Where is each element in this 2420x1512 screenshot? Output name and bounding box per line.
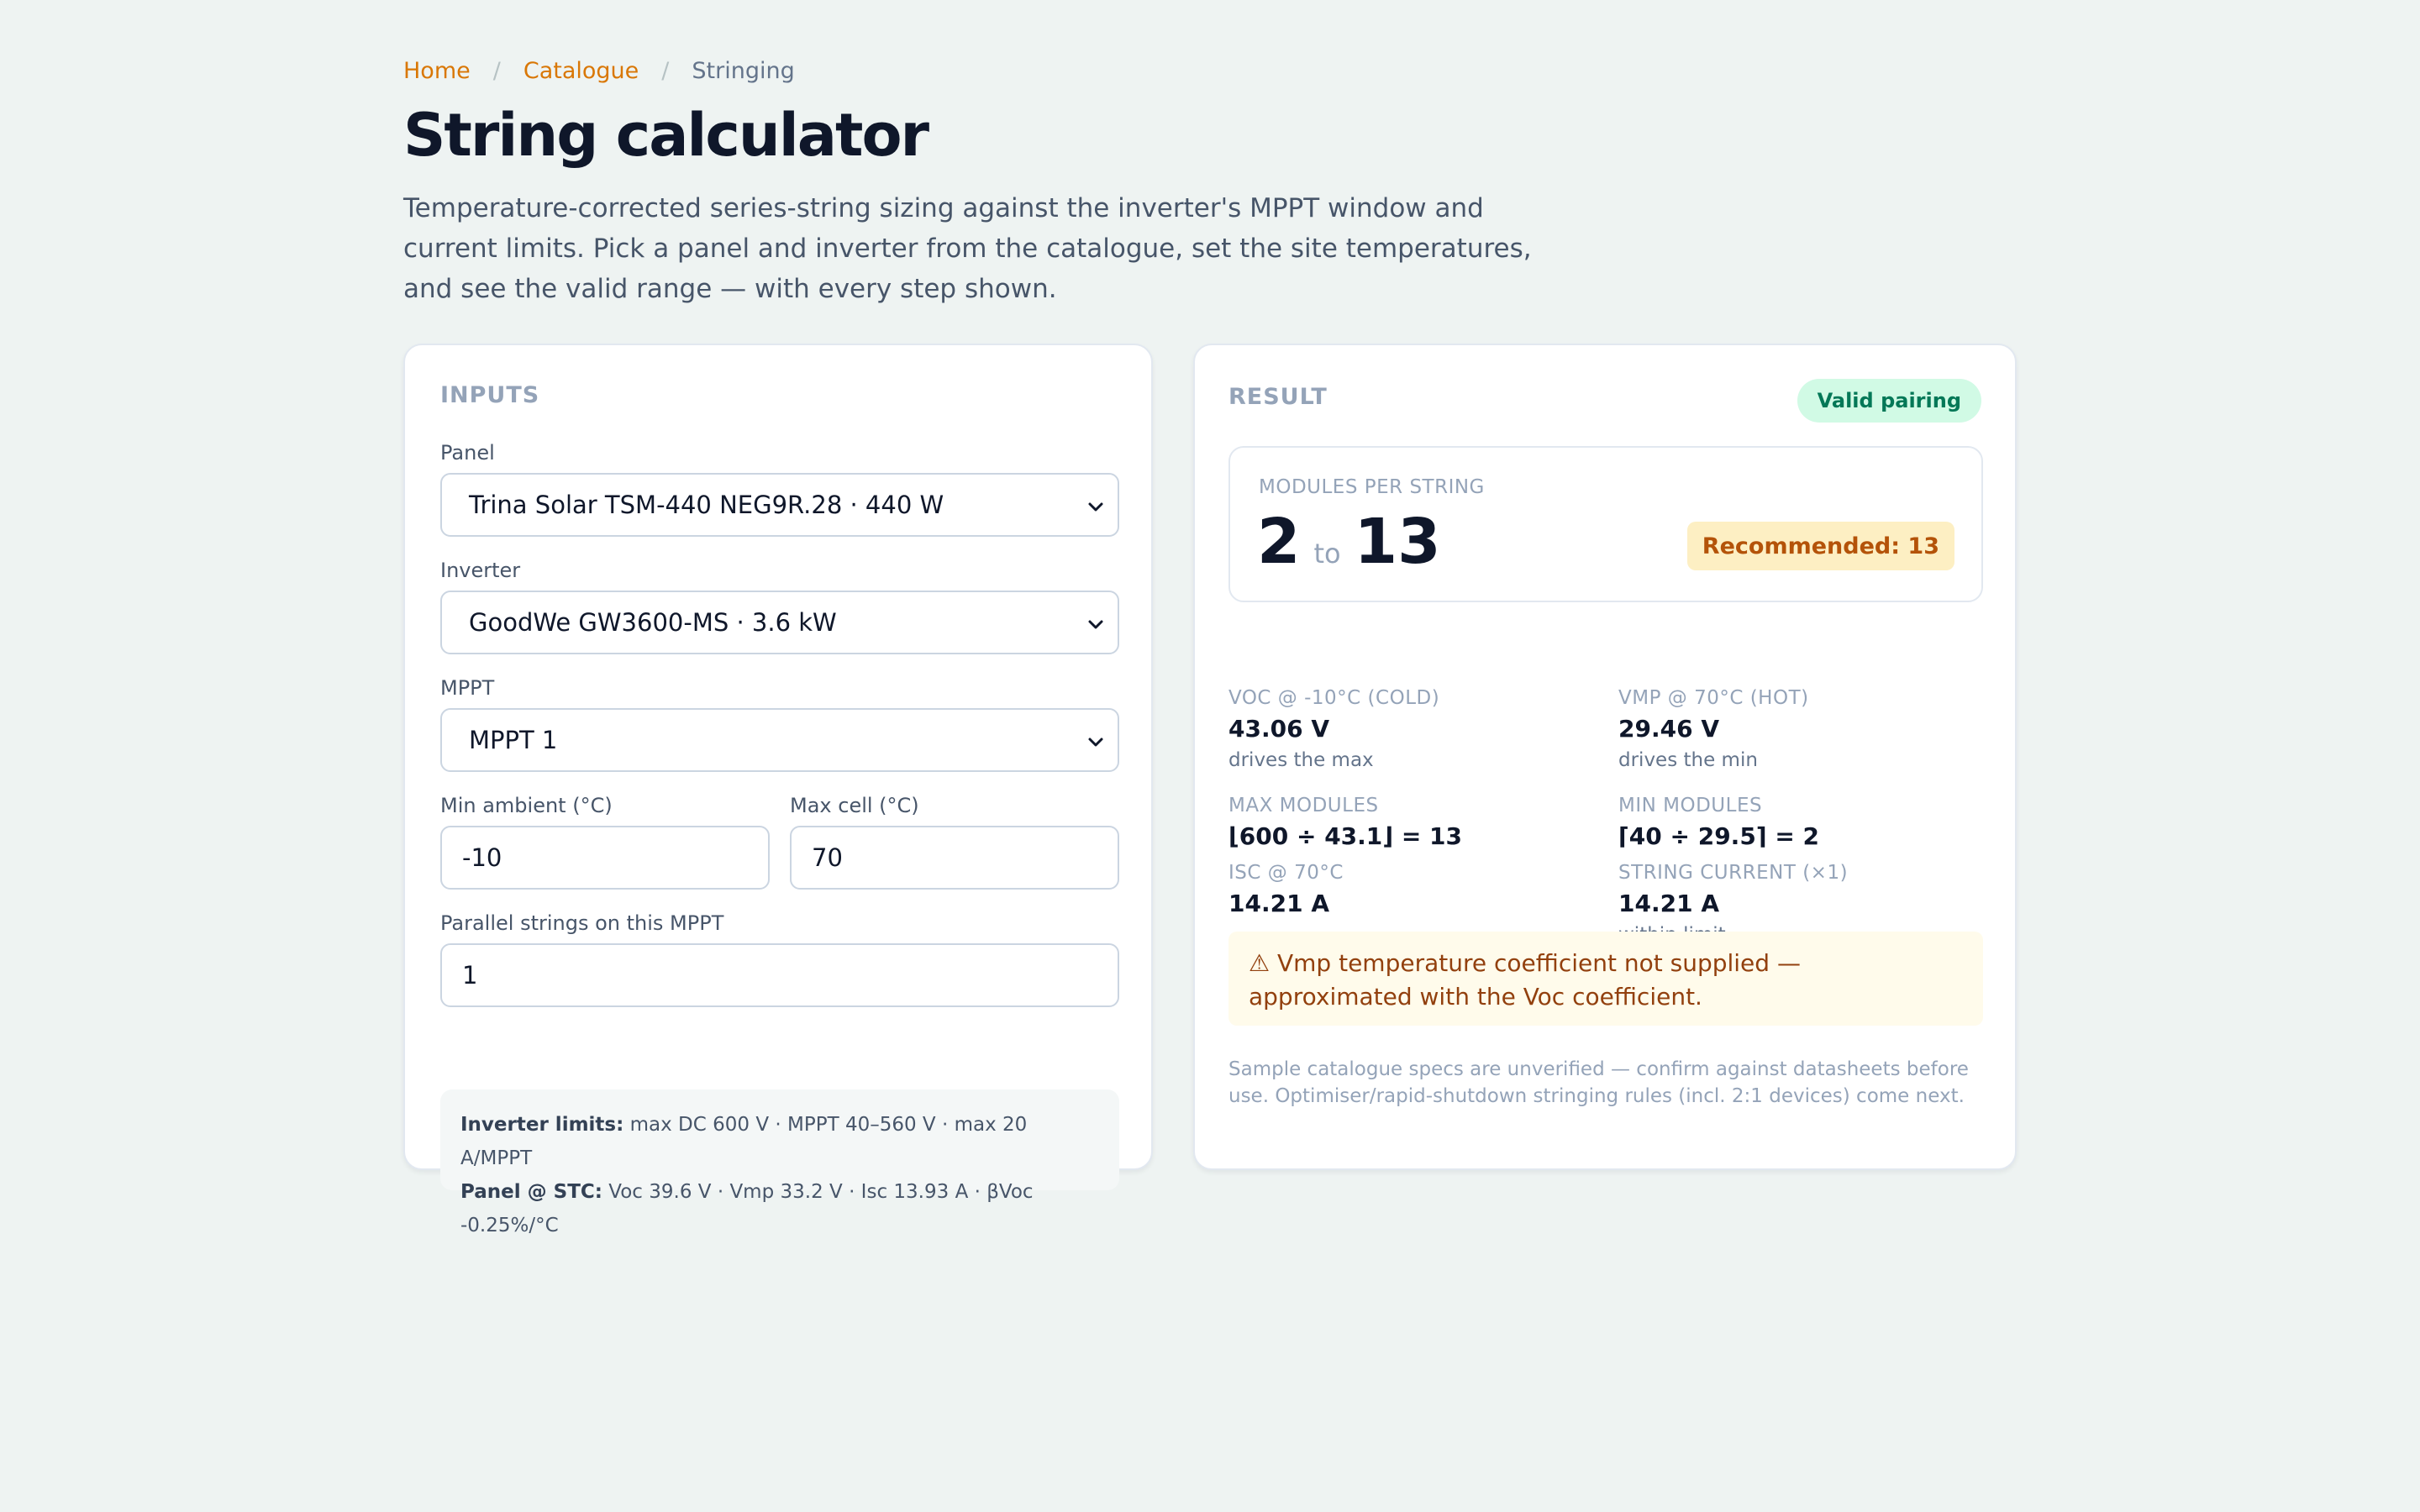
min-ambient-label: Min ambient (°C) xyxy=(440,794,613,817)
chevron-down-icon xyxy=(1086,614,1106,634)
mppt-select[interactable] xyxy=(440,708,1119,772)
metric-min-modules xyxy=(1618,790,1819,853)
panel-label: Panel xyxy=(440,441,495,465)
metric-note: drives the max xyxy=(1228,749,1374,771)
breadcrumb-current: Stringing xyxy=(692,57,795,84)
metric-value: ⌊600 ÷ 43.1⌋ = 13 xyxy=(1228,822,1463,850)
inverter-label: Inverter xyxy=(440,559,521,582)
chevron-down-icon xyxy=(1086,496,1106,517)
recommended-badge: Recommended: 13 xyxy=(1687,522,1954,570)
metric-label: MAX MODULES xyxy=(1228,795,1379,816)
chevron-down-icon xyxy=(1086,732,1106,752)
inputs-card xyxy=(403,344,1153,1236)
modules-range-label: MODULES PER STRING xyxy=(1259,476,1485,498)
panel-stc-text: Voc 39.6 V · Vmp 33.2 V · Isc 13.93 A · βVoc -0.25%/°C xyxy=(460,1181,1034,1236)
breadcrumb-separator: / xyxy=(661,57,670,84)
inverter-limits-label: Inverter limits: xyxy=(460,1114,624,1136)
cards-row xyxy=(403,344,2017,1236)
max-cell-label: Max cell (°C) xyxy=(790,794,919,817)
metric-isc-hot xyxy=(1228,858,1344,920)
metric-label: VMP @ 70°C (HOT) xyxy=(1618,687,1809,709)
mppt-select-value: MPPT 1 xyxy=(469,726,558,754)
metric-label: VOC @ -10°C (COLD) xyxy=(1228,687,1440,709)
mppt-label: MPPT xyxy=(440,676,495,700)
breadcrumb-home-link[interactable]: Home xyxy=(403,57,471,84)
panel-select[interactable] xyxy=(440,473,1119,537)
min-ambient-input[interactable]: -10 xyxy=(440,826,770,890)
modules-max: 13 xyxy=(1354,506,1441,578)
result-card xyxy=(1193,344,2017,1170)
coefficient-warning: ⚠ Vmp temperature coefficient not supplied — approximated with the Voc coefficient. xyxy=(1228,932,1983,1026)
metric-max-modules xyxy=(1228,790,1462,853)
inverter-limits-row xyxy=(460,1108,1099,1175)
metric-value: 29.46 V xyxy=(1618,715,1719,743)
panel-select-value: Trina Solar TSM-440 NEG9R.28 · 440 W xyxy=(469,491,944,519)
modules-min: 2 xyxy=(1257,506,1301,578)
page-description: Temperature-corrected series-string sizing against the inverter's MPPT window and current limits. Pick a panel and inverter from the catalogue, set the site temperatures, and see the valid range — with every step shown. xyxy=(403,193,1532,304)
result-section-title: RESULT xyxy=(1228,384,1328,410)
breadcrumb-separator: / xyxy=(492,57,501,84)
range-to-word: to xyxy=(1313,538,1341,570)
metric-vmp-hot xyxy=(1618,683,1809,775)
panel-stc-label: Panel @ STC: xyxy=(460,1181,602,1203)
metric-label: MIN MODULES xyxy=(1618,795,1763,816)
inverter-limits-text: max DC 600 V · MPPT 40–560 V · max 20 A/MPPT xyxy=(460,1114,1028,1169)
metric-voc-cold xyxy=(1228,683,1439,775)
parallel-strings-label: Parallel strings on this MPPT xyxy=(440,911,724,935)
metric-value: 14.21 A xyxy=(1228,890,1329,917)
metric-value: ⌈40 ÷ 29.5⌉ = 2 xyxy=(1618,822,1820,850)
metric-label: STRING CURRENT (×1) xyxy=(1618,862,1849,884)
panel-stc-row xyxy=(460,1175,1099,1242)
metric-value: 14.21 A xyxy=(1618,890,1719,917)
parallel-strings-input[interactable]: 1 xyxy=(440,943,1119,1007)
page xyxy=(403,55,2017,1236)
inverter-select-value: GoodWe GW3600-MS · 3.6 kW xyxy=(469,608,837,637)
inputs-section-title: INPUTS xyxy=(440,382,540,408)
disclaimer-footnote: Sample catalogue specs are unverified — confirm against datasheets before use. Optimiser/rapid-shutdown stringing rules (incl. 2:1 devices) come next. xyxy=(1228,1058,1969,1107)
metric-value: 43.06 V xyxy=(1228,715,1329,743)
max-cell-input[interactable]: 70 xyxy=(790,826,1119,890)
inverter-select[interactable] xyxy=(440,591,1119,654)
limits-summary xyxy=(440,1089,1119,1236)
modules-range-box xyxy=(1228,446,1983,602)
breadcrumb-catalogue-link[interactable]: Catalogue xyxy=(523,57,639,84)
page-title: String calculator xyxy=(403,101,929,170)
breadcrumb xyxy=(403,55,2017,86)
status-badge: Valid pairing xyxy=(1797,379,1981,423)
modules-range-values xyxy=(1257,501,1441,582)
metric-note: drives the min xyxy=(1618,749,1758,771)
metric-label: ISC @ 70°C xyxy=(1228,862,1344,884)
